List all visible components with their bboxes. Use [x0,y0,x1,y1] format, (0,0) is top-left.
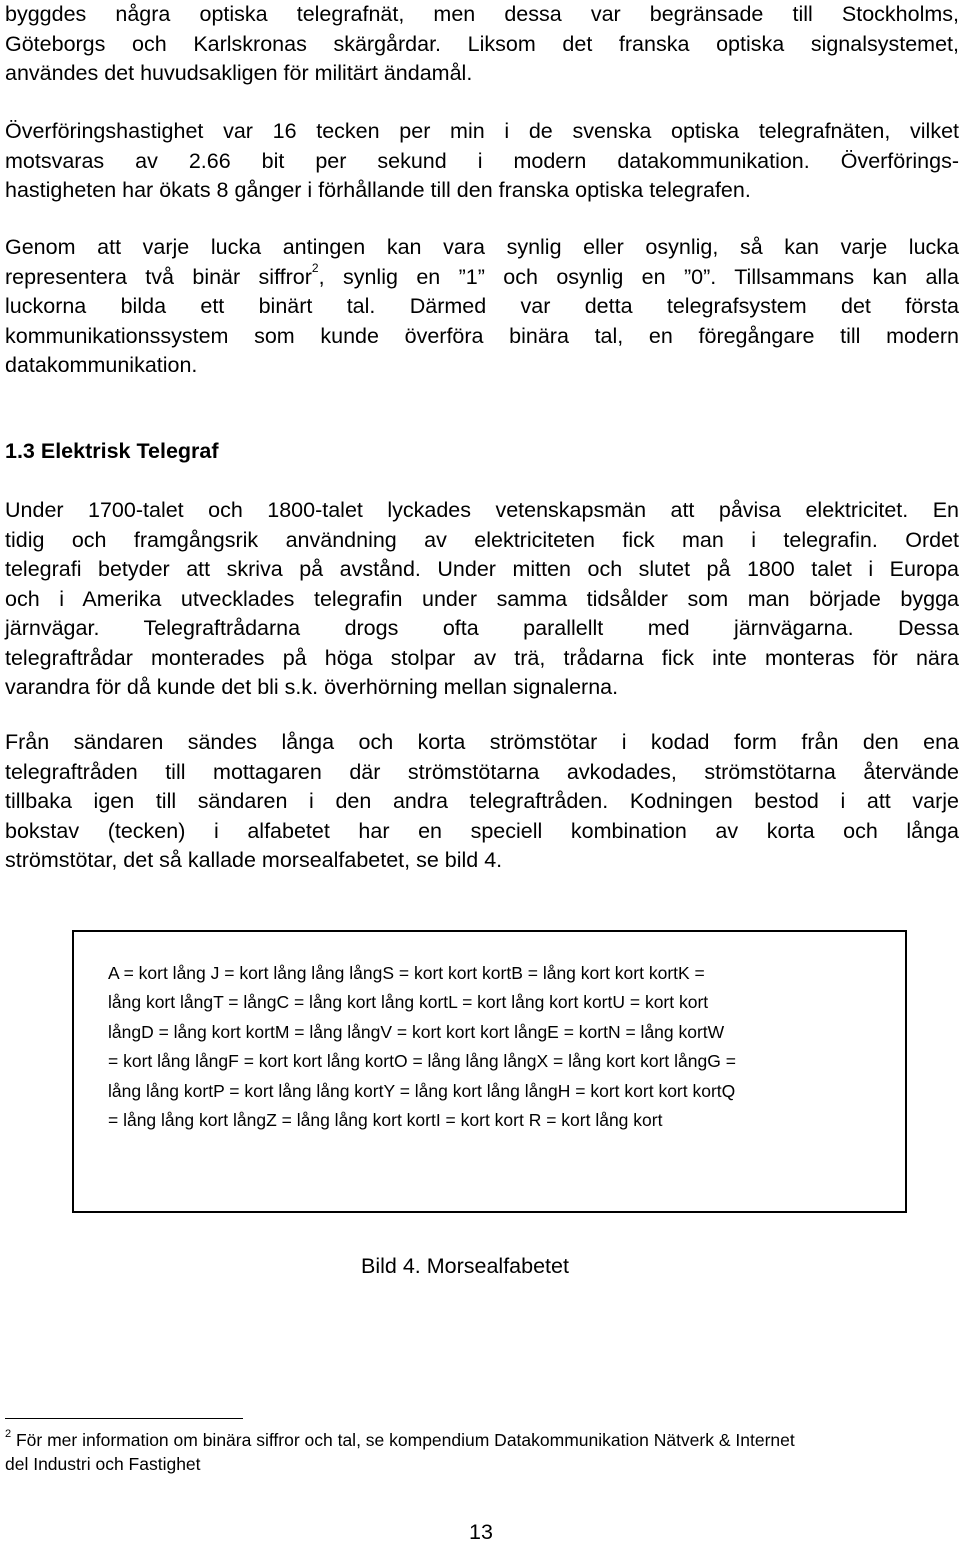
binary-line-3: luckorna bilda ett binärt tal. Därmed var detta telegrafsystem det första [5,294,959,318]
morse-alphabet-box [72,930,907,1213]
footnote [5,1428,959,1476]
binary-line-1: Genom att varje lucka antingen kan vara synlig eller osynlig, så kan varje lucka [5,235,959,259]
binary-paragraph [5,233,959,381]
footnote-divider [5,1418,243,1419]
intro-line-3: användes det huvudsakligen för militärt ändamål. [5,61,473,85]
morse-line-1: A = kort lång J = kort lång lång långS = kort kort kortB = lång kort kort kortK = [108,963,705,983]
footnote-text-1: För mer information om binära siffror och tal, se kompendium Datakommunikation Nätverk & Internet [11,1430,795,1450]
footnote-line-2: del Industri och Fastighet [5,1454,201,1474]
footnote-marker: 2 [5,1428,12,1441]
morse-line-6: = lång lång kort långZ = lång lång kort kortI = kort kort R = kort lång kort [108,1110,663,1131]
speed-line-3: hastigheten har ökats 8 gånger i förhållande till den franska optiska telegrafen. [5,178,751,202]
sender-line-4: bokstav (tecken) i alfabetet har en speciell kombination av korta och långa [5,818,959,843]
electric-line-5: järnvägar. Telegraftrådarna drogs ofta parallellt med järnvägarna. Dessa [5,616,959,640]
morse-line-2: lång kort långT = långC = lång kort lång kortL = kort lång kort kortU = kort kort [108,992,709,1013]
electric-line-3: telegrafi betyder att skriva på avstånd. Under mitten och slutet på 1800 talet i Europa [5,557,959,581]
sender-line-3: tillbaka igen till sändaren i den andra telegraftråden. Kodningen bestod i att varje [5,789,959,813]
sender-line-2: telegraftråden till mottagaren där strömstötarna avkodades, strömstötarna återvände [5,759,959,784]
speed-paragraph [5,117,959,206]
binary-line-4: kommunikationssystem som kunde överföra binära tal, en föregångare till modern [5,323,959,348]
figure-caption: Bild 4. Morsealfabetet [361,1254,569,1278]
binary-line-2-post: , synlig en ”1” och osynlig en ”0”. Tillsammans kan alla [318,264,959,289]
footnote-reference: 2 [311,261,319,276]
intro-line-2: Göteborgs och Karlskronas skärgårdar. Liksom det franska optiska signalsystemet, [5,31,959,56]
binary-line-2-pre: representera två binär siffror [5,264,312,289]
page-number: 13 [469,1520,493,1544]
electric-paragraph [5,496,959,703]
morse-line-4: = kort lång långF = kort kort lång kortO = lång lång långX = lång kort kort långG = [108,1051,736,1072]
electric-line-6: telegraftrådar monterades på höga stolpar av trä, trådarna fick inte monteras för nära [5,645,959,670]
speed-line-2: motsvaras av 2.66 bit per sekund i modern datakommunikation. Överförings- [5,148,959,173]
electric-line-7: varandra för då kunde det bli s.k. överhörning mellan signalerna. [5,675,619,699]
binary-line-5: datakommunikation. [5,353,198,377]
sender-line-5: strömstötar, det så kallade morsealfabetet, se bild 4. [5,848,503,872]
electric-line-4: och i Amerika utvecklades telegrafin under samma tidsålder som man började bygga [5,586,959,611]
morse-alphabet-text [108,959,848,1135]
sender-line-1: Från sändaren sändes långa och korta strömstötar i kodad form från den ena [5,730,959,754]
morse-line-5: lång lång kortP = kort lång lång kortY = lång kort lång långH = kort kort kort kortQ [108,1080,736,1101]
speed-line-1: Överföringshastighet var 16 tecken per min i de svenska optiska telegrafnäten, vilket [5,119,959,143]
binary-line-2 [5,263,959,293]
intro-paragraph [5,0,959,89]
section-heading: 1.3 Elektrisk Telegraf [5,439,219,463]
electric-line-1: Under 1700-talet och 1800-talet lyckades vetenskapsmän att påvisa elektricitet. En [5,498,959,522]
morse-line-3: långD = lång kort kortM = lång långV = kort kort kort långE = kortN = lång kortW [108,1021,725,1042]
electric-line-2: tidig och framgångsrik användning av elektriciteten fick man i telegrafin. Ordet [5,527,959,552]
footnote-line-1 [5,1428,959,1452]
intro-line-1: byggdes några optiska telegrafnät, men dessa var begränsade till Stockholms, [5,2,959,26]
sender-paragraph [5,728,959,876]
